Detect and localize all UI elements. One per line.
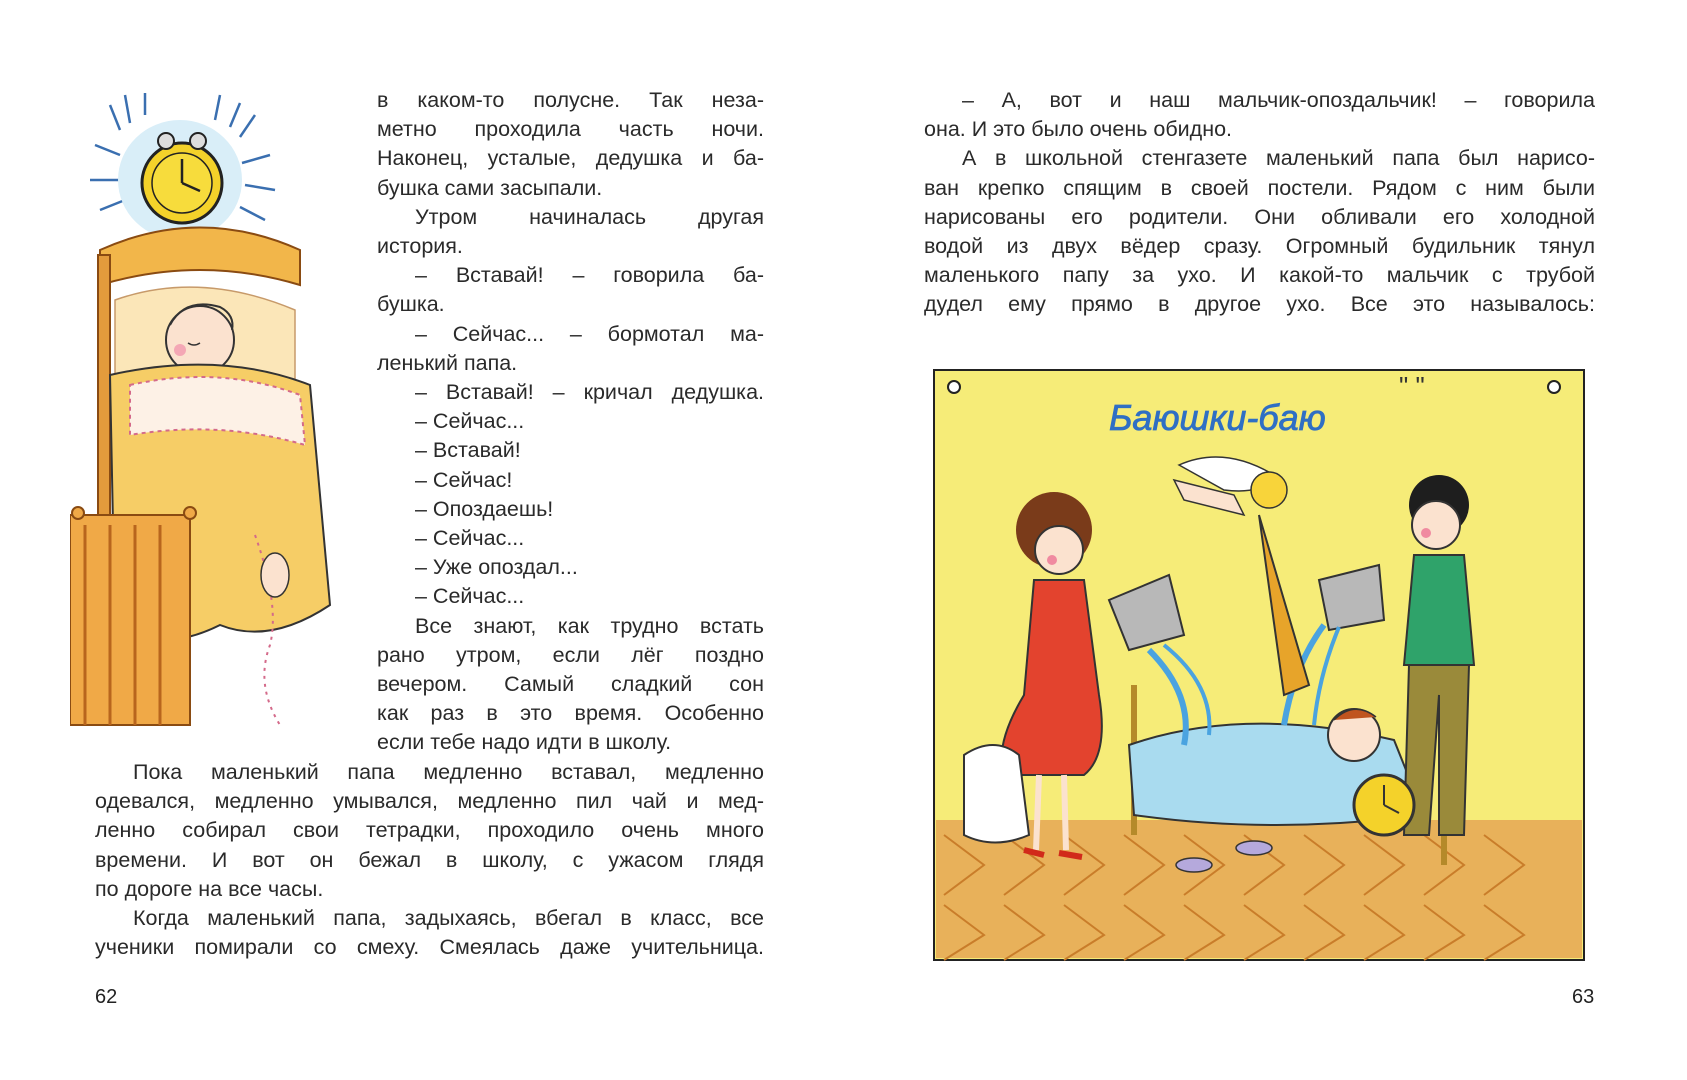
text-line: Утром начиналась другая [415, 204, 764, 229]
poster-title: Баюшки-баю [1109, 397, 1326, 438]
text-line: – Уже опоздал... [415, 555, 578, 580]
text-line: бушка сами засыпали. [377, 175, 603, 200]
sleeping-boy-illustration [70, 85, 350, 740]
text-line: – Вставай! – кричал дедушка. [415, 380, 764, 405]
text-line: Все знают, как трудно встать [415, 613, 764, 638]
text-line: времени. И вот он бежал в школу, с ужасом глядя [95, 847, 764, 872]
text-line: ван крепко спящим в своей постели. Рядом с ним были [924, 175, 1595, 200]
text-line: – А, вот и наш мальчик-опоздальчик! – говорила [962, 88, 1595, 112]
text-line: ученики помирали со смеху. Смеялась даже учительница. [95, 935, 764, 960]
left-full-text [95, 758, 764, 962]
text-line: – Сейчас... – бормотал ма- [415, 321, 764, 346]
text-line: – Опоздаешь! [415, 496, 554, 521]
text-line: Когда маленький папа, задыхаясь, вбегал в класс, все [133, 906, 764, 931]
text-line: – Сейчас... [415, 409, 525, 434]
poster-quote-marks: " " [1399, 371, 1425, 401]
page-number-right: 63 [1572, 986, 1595, 1008]
text-line: рано утром, если лёг поздно [377, 642, 764, 667]
right-page [844, 0, 1687, 1080]
text-line: если тебе надо идти в школу. [377, 730, 672, 755]
text-line: Пока маленький папа медленно вставал, медленно [133, 760, 764, 784]
wall-newspaper-illustration [924, 365, 1597, 975]
text-line: как раз в это время. Особенно [377, 701, 764, 726]
text-line: история. [377, 234, 463, 259]
text-line: – Вставай! [415, 438, 521, 463]
text-line: – Сейчас... [415, 584, 525, 609]
text-line: – Сейчас! [415, 467, 513, 492]
right-top-text [924, 86, 1595, 320]
text-line: по дороге на все часы. [95, 876, 324, 901]
text-line: ленький папа. [377, 350, 518, 375]
text-line: ленно собирал свои тетрадки, проходило очень много [95, 818, 764, 843]
text-line: в каком-то полусне. Так неза- [377, 88, 764, 112]
text-line: дудел ему прямо в другое ухо. Все это называлось: [924, 292, 1595, 317]
text-line: – Сейчас... [415, 526, 525, 551]
text-line: метно проходила часть ночи. [377, 117, 764, 142]
text-line: одевался, медленно умывался, медленно пил чай и мед- [95, 789, 764, 814]
text-line: бушка. [377, 292, 445, 317]
text-line: Наконец, усталые, дедушка и ба- [377, 146, 764, 171]
left-page [0, 0, 843, 1080]
text-line: вечером. Самый сладкий сон [377, 672, 764, 697]
text-line: маленького папу за ухо. И какой-то мальчик с трубой [924, 263, 1595, 288]
page-number-left: 62 [95, 986, 118, 1008]
left-column-text [377, 86, 764, 758]
text-line: водой из двух вёдер сразу. Огромный будильник тянул [924, 234, 1595, 259]
text-line: она. И это было очень обидно. [924, 117, 1233, 142]
text-line: – Вставай! – говорила ба- [415, 263, 764, 288]
text-line: А в школьной стенгазете маленький папа был нарисо- [962, 146, 1595, 171]
text-line: нарисованы его родители. Они обливали его холодной [924, 204, 1595, 229]
